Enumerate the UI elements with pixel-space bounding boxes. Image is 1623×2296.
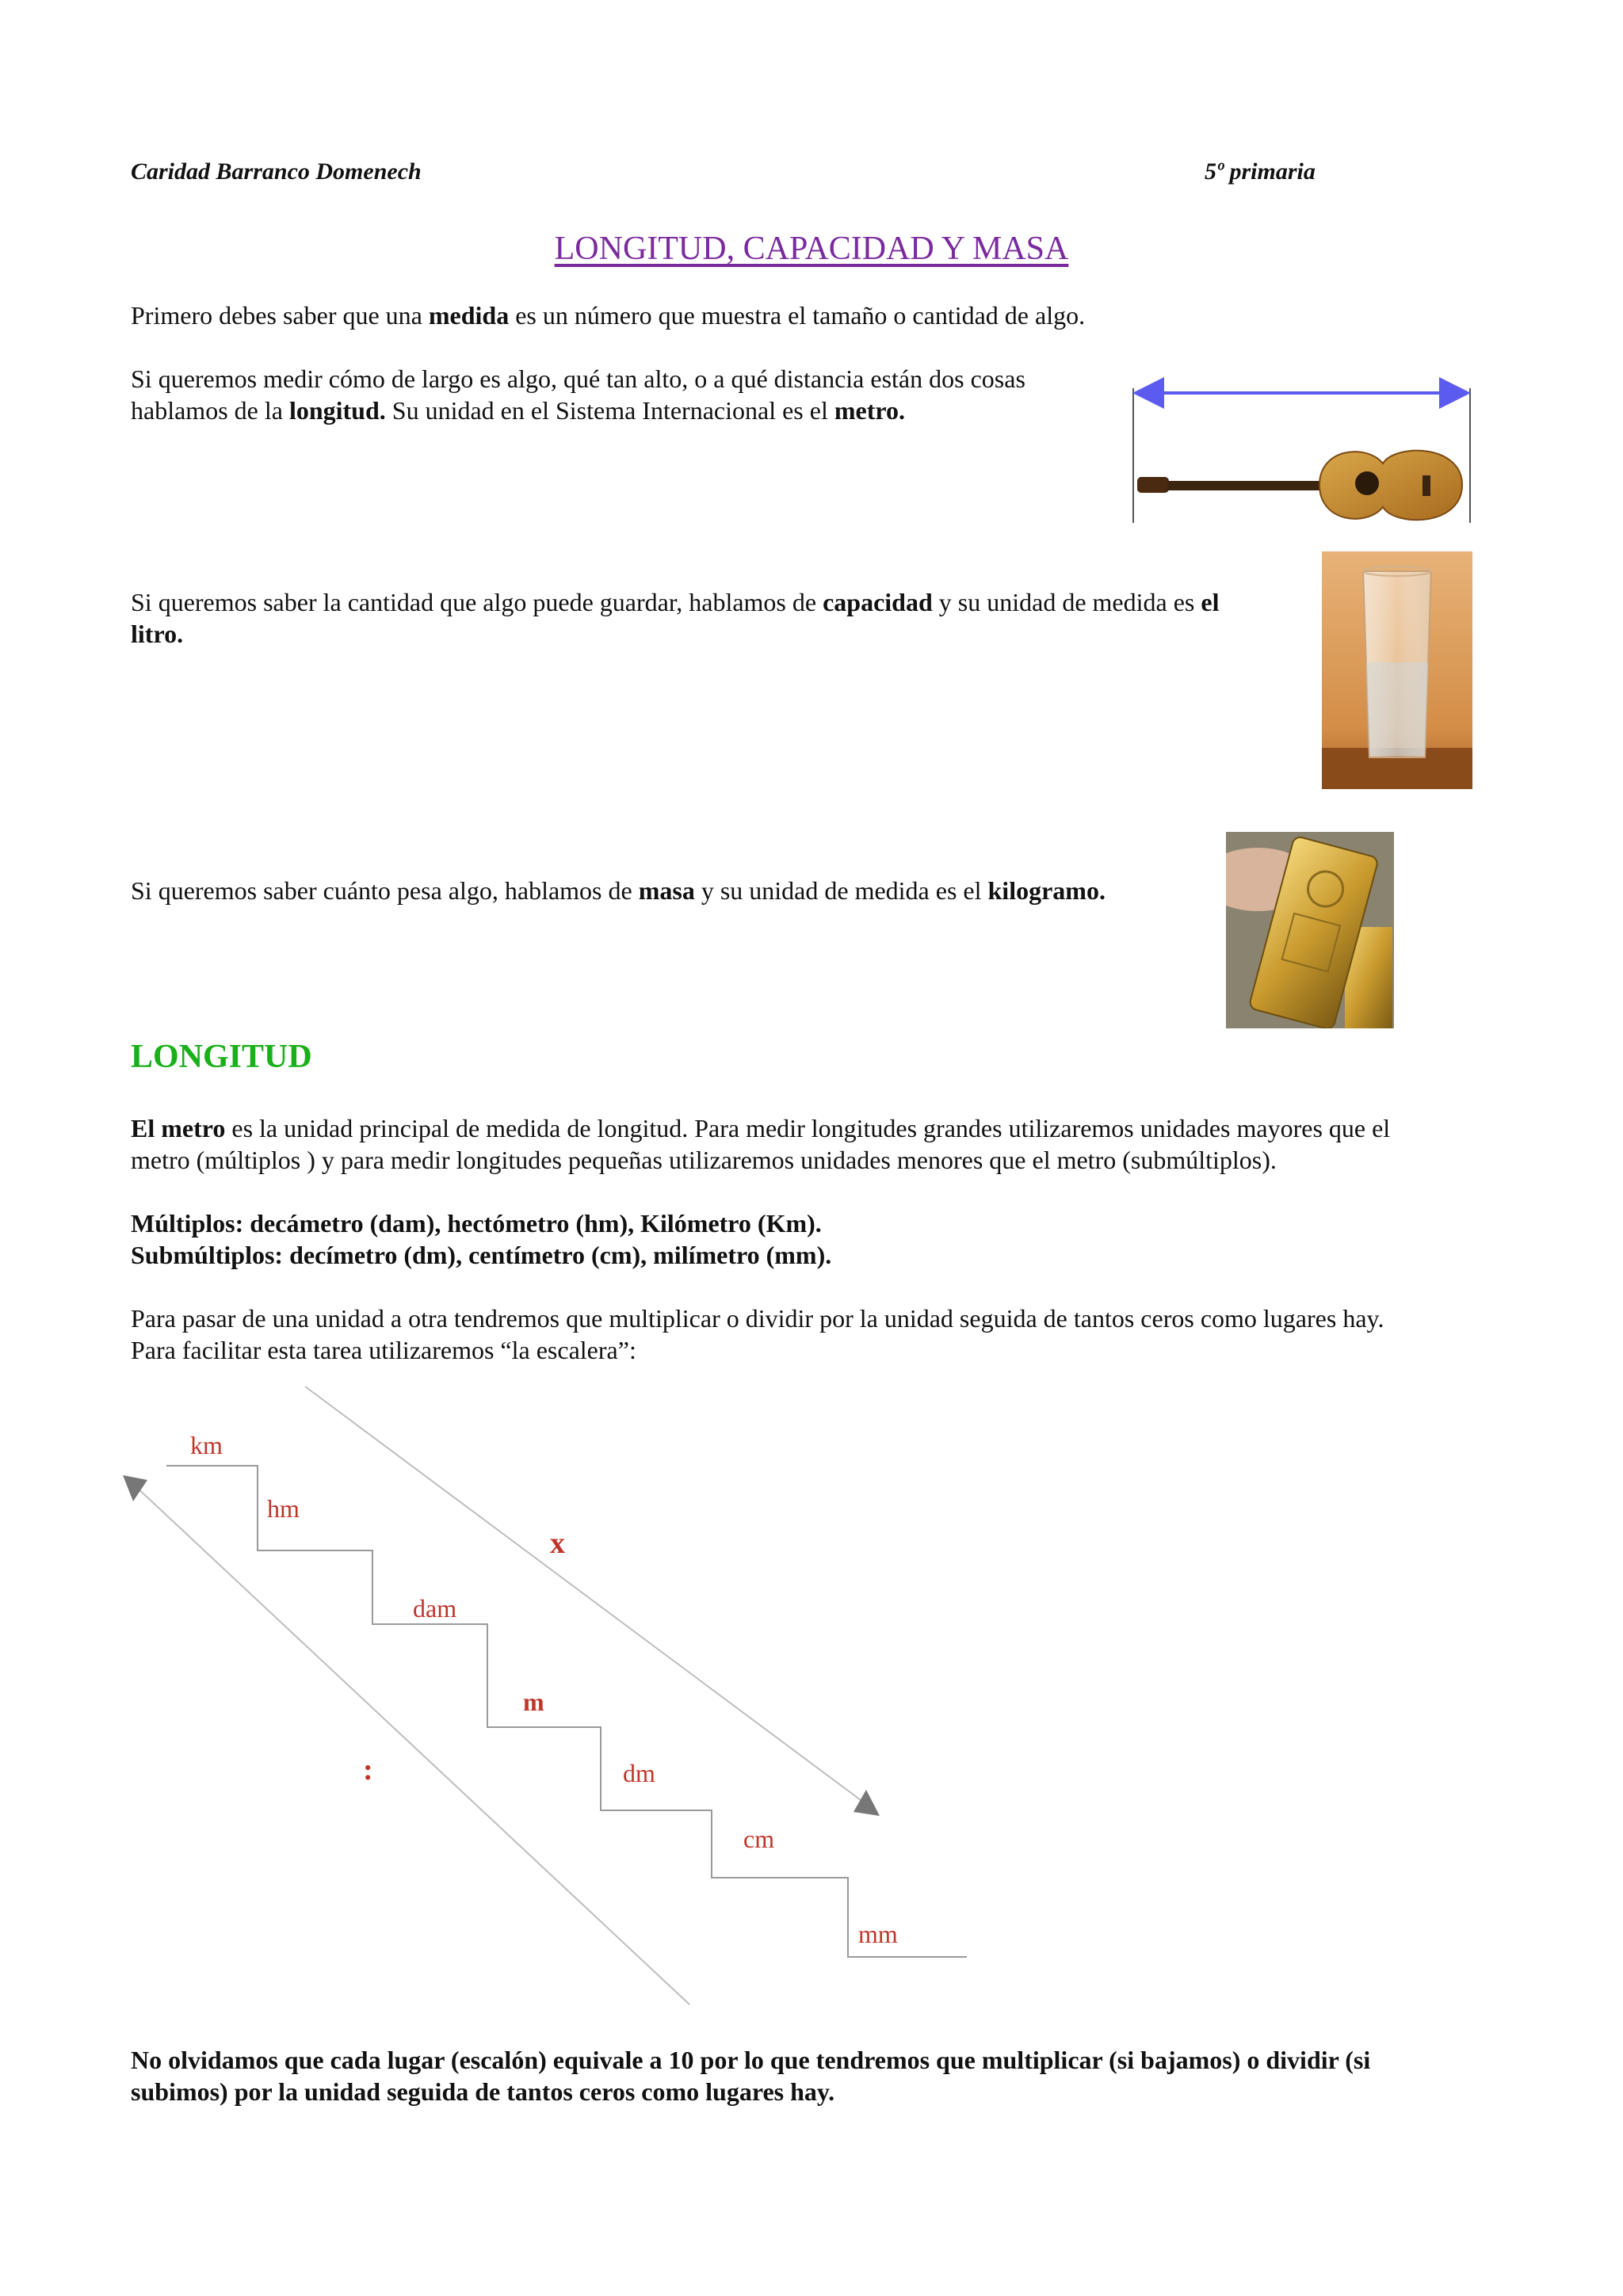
submultiplos-line: Submúltiplos: decímetro (dm), centímetro (cm), milímetro (mm). bbox=[131, 1241, 832, 1269]
pasar-line1: Para pasar de una unidad a otra tendremos que multiplicar o dividir por la unidad seguida de tantos ceros como lugares hay. bbox=[131, 1304, 1384, 1333]
unit-label-dam: dam bbox=[413, 1594, 457, 1623]
page-title: LONGITUD, CAPACIDAD Y MASA bbox=[554, 231, 1069, 267]
longitud-line1: Si queremos medir cómo de largo es algo, qué tan alto, o a qué distancia están dos cosas bbox=[131, 364, 1025, 393]
author-name: Caridad Barranco Domenech bbox=[131, 158, 422, 185]
longitud-text-mid: Su unidad en el Sistema Internacional es el bbox=[385, 396, 834, 425]
section-title-longitud: LONGITUD bbox=[131, 1039, 312, 1075]
intro-text-end: es un número que muestra el tamaño o cantidad de algo. bbox=[509, 301, 1086, 330]
unit-label-mm: mm bbox=[858, 1920, 898, 1948]
intro-text: Primero debes saber que una bbox=[131, 301, 429, 330]
metro-bold: metro. bbox=[834, 396, 905, 425]
capacidad-text: Si queremos saber la cantidad que algo puede guardar, hablamos de bbox=[131, 588, 823, 616]
capacidad-bold: capacidad bbox=[823, 588, 933, 616]
footer-line2: subimos) por la unidad seguida de tantos ceros como lugares hay. bbox=[131, 2077, 835, 2106]
footer-line1: No olvidamos que cada lugar (escalón) equivale a 10 por lo que tendremos que multiplicar (si bajamos) o dividir (si bbox=[131, 2046, 1371, 2074]
litro-bold: litro. bbox=[131, 620, 184, 648]
down-arrow-head bbox=[854, 1790, 880, 1816]
unit-label-m: m bbox=[523, 1688, 544, 1716]
masa-bold: masa bbox=[638, 876, 695, 905]
multiplos-line: Múltiplos: decámetro (dam), hectómetro (hm), Kilómetro (Km). bbox=[131, 1209, 822, 1238]
grade-label: 5º primaria bbox=[1205, 158, 1316, 185]
masa-text: Si queremos saber cuánto pesa algo, hablamos de bbox=[131, 876, 639, 905]
longitud-bold: longitud. bbox=[288, 396, 386, 425]
masa-text-mid: y su unidad de medida es el bbox=[694, 876, 988, 905]
down-arrow-line bbox=[305, 1386, 864, 1802]
kilogramo-bold: kilogramo. bbox=[987, 876, 1106, 905]
intro-bold: medida bbox=[428, 301, 510, 330]
el-metro-bold: El metro bbox=[131, 1114, 226, 1142]
metro-line2: metro (múltiplos ) y para medir longitudes pequeñas utilizaremos unidades menores que el metro (submúltiplos). bbox=[131, 1146, 1277, 1174]
unit-label-dm: dm bbox=[623, 1759, 655, 1787]
up-arrow-line bbox=[135, 1486, 689, 2004]
capacidad-text-mid: y su unidad de medida es bbox=[932, 588, 1201, 616]
unit-label-hm: hm bbox=[267, 1494, 300, 1523]
el-bold: el bbox=[1201, 588, 1220, 616]
unit-label-km: km bbox=[190, 1431, 223, 1459]
longitud-text: hablamos de la bbox=[131, 396, 289, 425]
unit-label-cm: cm bbox=[743, 1825, 775, 1853]
metro-line1: es la unidad principal de medida de longitud. Para medir longitudes grandes utilizaremos unidades mayores que el bbox=[225, 1114, 1391, 1142]
staircase-steps bbox=[166, 1466, 967, 1957]
up-arrow-head bbox=[123, 1475, 147, 1501]
multiply-symbol: x bbox=[550, 1527, 565, 1560]
divide-symbol: : bbox=[363, 1753, 373, 1787]
pasar-line2: Para facilitar esta tarea utilizaremos “la escalera”: bbox=[131, 1336, 636, 1364]
footer-note bbox=[131, 2044, 1573, 2107]
